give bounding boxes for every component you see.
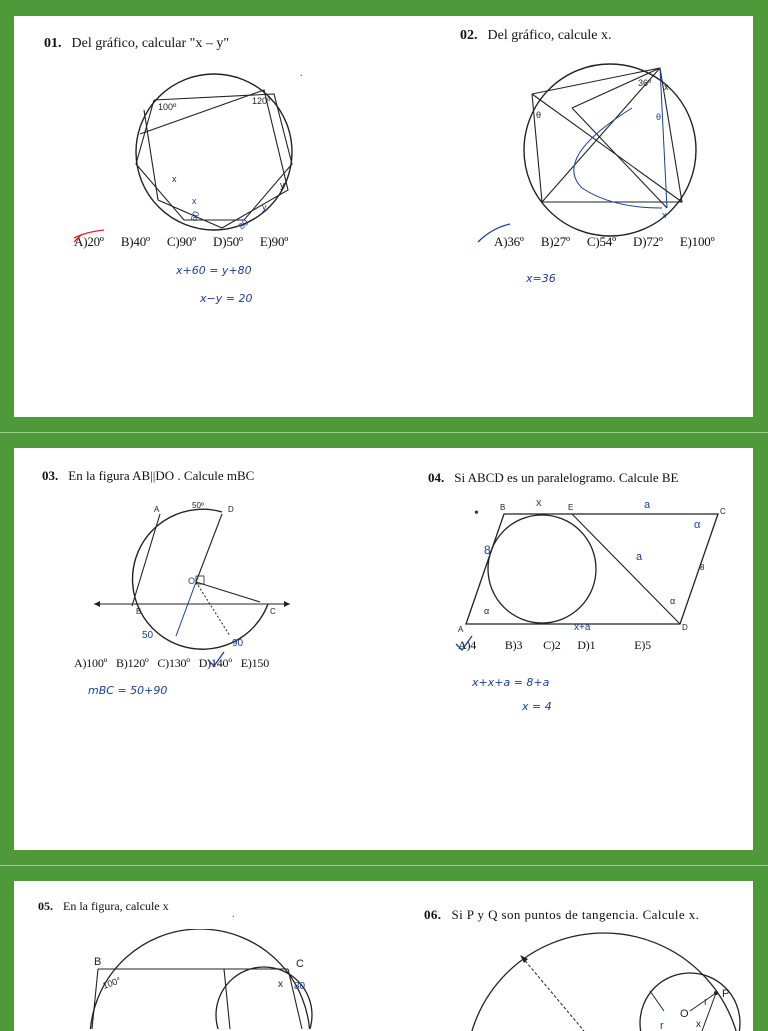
problem-04-label-alpha-d: α [670, 596, 676, 606]
problem-02-number: 02. [460, 28, 478, 43]
problem-06-label-P: P [722, 988, 730, 1000]
problem-01-option-b: B)40º [120, 234, 150, 249]
problem-06-hw-r2: r [704, 996, 708, 1008]
problem-01-option-c: C)90º [166, 234, 196, 249]
problem-02-options [494, 234, 728, 250]
problem-01-figure [114, 72, 314, 232]
problem-03-label-A: A [154, 505, 160, 514]
problem-04-check-mark [454, 634, 477, 654]
problem-01-label-a: 100º [158, 102, 177, 112]
problem-03-number: 03. [42, 468, 59, 483]
problem-04-option-a: A)4 [458, 638, 477, 652]
problem-04-label-8: 8 [700, 563, 705, 572]
problem-03-option-b: B)120º [116, 656, 149, 670]
problem-02-figure [512, 58, 712, 238]
problem-04-hw-alpha: α [694, 519, 701, 531]
problem-02-hw-theta: θ [656, 112, 662, 122]
speck: • [474, 506, 479, 521]
problem-03-option-d: D)140º [198, 656, 232, 670]
problem-01-check-mark [72, 228, 108, 248]
problem-03-hw-90: 90 [232, 638, 244, 649]
problem-03-figure [90, 500, 310, 650]
problem-01-title [44, 36, 229, 52]
problem-02-option-e: E)100º [679, 234, 715, 249]
problem-02-label-a: 36º [638, 78, 652, 88]
problem-01-hw-y: y [262, 202, 267, 212]
problem-01-hw-60: 60 [188, 209, 202, 223]
problem-02-statement: Del gráfico, calcule x. [487, 28, 612, 43]
problem-06-label-O: O [680, 1008, 689, 1020]
problem-04-figure [454, 498, 734, 638]
problem-04-hw-xa: x+a [574, 622, 591, 633]
problem-03-option-a: A)100º [74, 656, 108, 670]
problem-panel-3 [14, 881, 753, 1031]
problem-04-options [458, 638, 665, 653]
problem-03-label-O: O [188, 576, 196, 586]
problem-01-work-2: x−y = 20 [200, 292, 253, 305]
problem-01-number: 01. [44, 36, 62, 51]
problem-05-number: 05. [38, 899, 53, 913]
problem-03-label-D: D [228, 505, 234, 514]
problem-03-work-1: mBC = 50+90 [88, 684, 168, 697]
problem-03-option-e: E)150 [240, 656, 270, 670]
speck: . [300, 68, 303, 79]
problem-05-statement: En la figura, calcule x [63, 899, 169, 913]
problem-04-statement: Si ABCD es un paralelogramo. Calcule BE [454, 470, 679, 485]
problem-03-hw-50: 50 [142, 630, 154, 641]
problem-06-title [424, 907, 699, 923]
problem-04-label-D: D [682, 623, 688, 632]
problem-06-number: 06. [424, 907, 442, 922]
problem-05-label-angle: 100° [101, 975, 123, 991]
problem-04-label-A: A [458, 625, 464, 634]
problem-01-label-x: x [172, 174, 177, 184]
problem-03-label-C: C [270, 607, 276, 616]
problem-04-hw-a-top: a [644, 499, 651, 511]
speck: . [232, 909, 235, 920]
problem-04-option-e: E)5 [634, 638, 651, 652]
problem-02-label-x: x [664, 82, 669, 92]
problem-04-option-b: B)3 [504, 638, 523, 652]
problem-04-label-E: E [568, 503, 574, 512]
problem-05-figure [74, 929, 334, 1029]
problem-06-figure [454, 931, 754, 1031]
problem-02-hw-x: x [662, 210, 667, 220]
problem-02-check-mark [474, 222, 514, 246]
problem-02-option-c: C)54º [586, 234, 616, 249]
problem-04-label-B: B [500, 503, 506, 512]
problem-06-label-x: x [696, 1019, 701, 1030]
problem-02-title [460, 28, 612, 44]
problem-04-label-alpha-a: α [484, 606, 490, 616]
problem-04-work-2: x = 4 [522, 700, 552, 713]
problem-05-hw-80: 80 [294, 981, 306, 992]
problem-02-option-a: A)36º [494, 234, 524, 249]
problem-04-hw-x: x [536, 498, 542, 509]
problem-01-statement: Del gráfico, calcular "x – y" [71, 36, 230, 51]
problem-03-title [42, 468, 254, 484]
problem-03-label-arc: 50º [192, 501, 204, 510]
problem-03-check-mark [206, 650, 226, 670]
problem-panel-2 [14, 448, 753, 850]
problem-01-option-a: A)20º [74, 234, 104, 249]
problem-04-number: 04. [428, 470, 445, 485]
problem-04-option-c: C)2 [543, 638, 561, 652]
problem-02-work-1: x=36 [526, 272, 556, 285]
problem-04-option-d: D)1 [577, 638, 596, 652]
problem-04-work-1: x+x+a = 8+a [472, 676, 550, 689]
problem-01-label-y: y [280, 180, 285, 190]
problem-02-option-b: B)27º [540, 234, 570, 249]
problem-05-title [38, 899, 169, 914]
problem-01-label-b: 120º [252, 96, 271, 106]
problem-05-label-x: x [278, 979, 283, 990]
problem-02-label-theta: θ [536, 110, 542, 120]
problem-03-statement: En la figura AB||DO . Calcule mBC [68, 468, 255, 483]
problem-04-hw-a-diag: a [636, 551, 643, 563]
problem-04-hw-8: 8 [484, 543, 491, 557]
problem-06-statement: Si P y Q son puntos de tangencia. Calcule x. [451, 907, 700, 922]
problem-01-option-e: E)90º [259, 234, 289, 249]
problem-03-option-c: C)130º [157, 656, 190, 670]
problem-03-label-B: B [136, 607, 142, 616]
problem-01-work-1: x+60 = y+80 [176, 264, 252, 277]
problem-02-option-d: D)72º [633, 234, 663, 249]
problem-05-label-C: C [296, 958, 304, 970]
problem-05-label-B: B [94, 956, 102, 968]
problem-06-hw-r1: r [660, 1020, 664, 1031]
problem-01-option-d: D)50º [213, 234, 243, 249]
problem-01-hw-80: 80 [236, 217, 251, 232]
problem-01-hw-x: x [192, 196, 197, 206]
problem-03-options [74, 656, 275, 671]
problem-04-title [428, 470, 678, 486]
problem-04-label-C: C [720, 507, 726, 516]
problem-01-options [74, 234, 302, 250]
problem-panel-1 [14, 16, 753, 417]
